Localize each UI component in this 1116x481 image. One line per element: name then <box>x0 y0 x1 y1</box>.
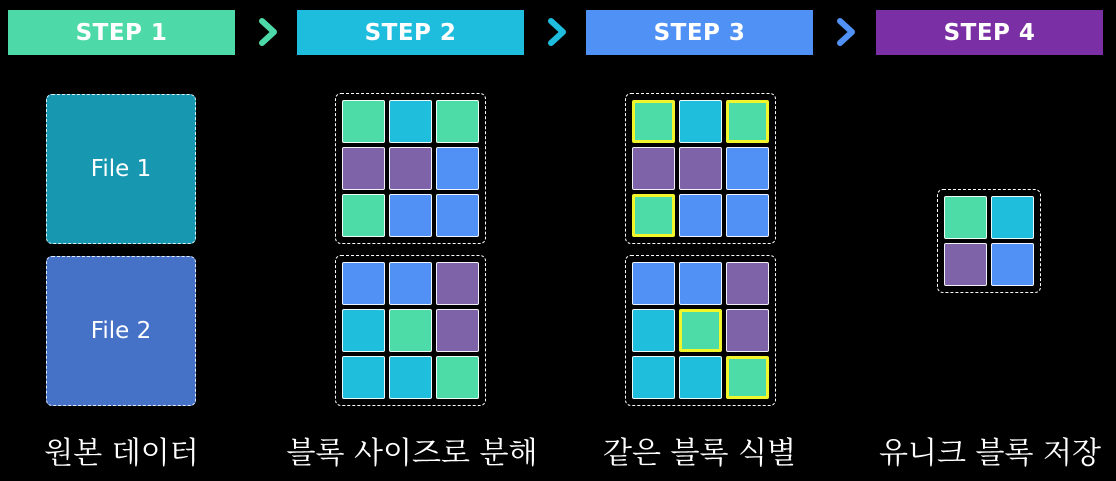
data-block <box>679 356 722 399</box>
data-block <box>991 196 1034 239</box>
duplicate-block <box>679 309 722 352</box>
data-block <box>726 194 769 237</box>
data-block <box>389 262 432 305</box>
data-block <box>436 194 479 237</box>
file-2-box <box>46 256 196 406</box>
data-block <box>436 100 479 143</box>
data-block <box>632 147 675 190</box>
data-block <box>632 309 675 352</box>
caption-identify-same-blocks: 같은 블록 식별 <box>603 436 796 471</box>
step3-block-group-2 <box>625 255 776 406</box>
data-block <box>389 194 432 237</box>
data-block <box>389 356 432 399</box>
chevron-right-icon <box>835 17 857 47</box>
chevron-right-icon <box>546 17 568 47</box>
step-1-header: STEP 1 <box>8 10 235 55</box>
data-block <box>342 356 385 399</box>
caption-original-data: 원본 데이터 <box>44 436 199 471</box>
step-3-header: STEP 3 <box>586 10 813 55</box>
data-block <box>342 194 385 237</box>
file-2-label: File 2 <box>90 318 152 344</box>
step4-unique-block-group <box>937 189 1041 293</box>
data-block <box>991 243 1034 286</box>
data-block <box>342 147 385 190</box>
data-block <box>436 356 479 399</box>
data-block <box>726 147 769 190</box>
caption-split-by-block-size: 블록 사이즈로 분해 <box>286 436 538 471</box>
file-1-label: File 1 <box>90 156 152 182</box>
data-block <box>389 309 432 352</box>
data-block <box>436 309 479 352</box>
step-2-header: STEP 2 <box>297 10 524 55</box>
data-block <box>342 309 385 352</box>
data-block <box>342 262 385 305</box>
duplicate-block <box>726 100 769 143</box>
data-block <box>389 147 432 190</box>
step3-block-group-1 <box>625 93 776 244</box>
step-4-header: STEP 4 <box>876 10 1103 55</box>
data-block <box>389 100 432 143</box>
data-block <box>726 309 769 352</box>
duplicate-block <box>632 194 675 237</box>
duplicate-block <box>632 100 675 143</box>
duplicate-block <box>726 356 769 399</box>
data-block <box>436 262 479 305</box>
data-block <box>342 100 385 143</box>
data-block <box>679 147 722 190</box>
data-block <box>679 100 722 143</box>
step2-block-group-2 <box>335 255 486 406</box>
data-block <box>679 262 722 305</box>
file-1-box <box>46 94 196 244</box>
caption-store-unique-blocks: 유니크 블록 저장 <box>879 436 1101 471</box>
data-block <box>944 196 987 239</box>
data-block <box>632 356 675 399</box>
data-block <box>436 147 479 190</box>
data-block <box>944 243 987 286</box>
data-block <box>632 262 675 305</box>
data-block <box>726 262 769 305</box>
chevron-right-icon <box>257 17 279 47</box>
data-block <box>679 194 722 237</box>
step2-block-group-1 <box>335 93 486 244</box>
